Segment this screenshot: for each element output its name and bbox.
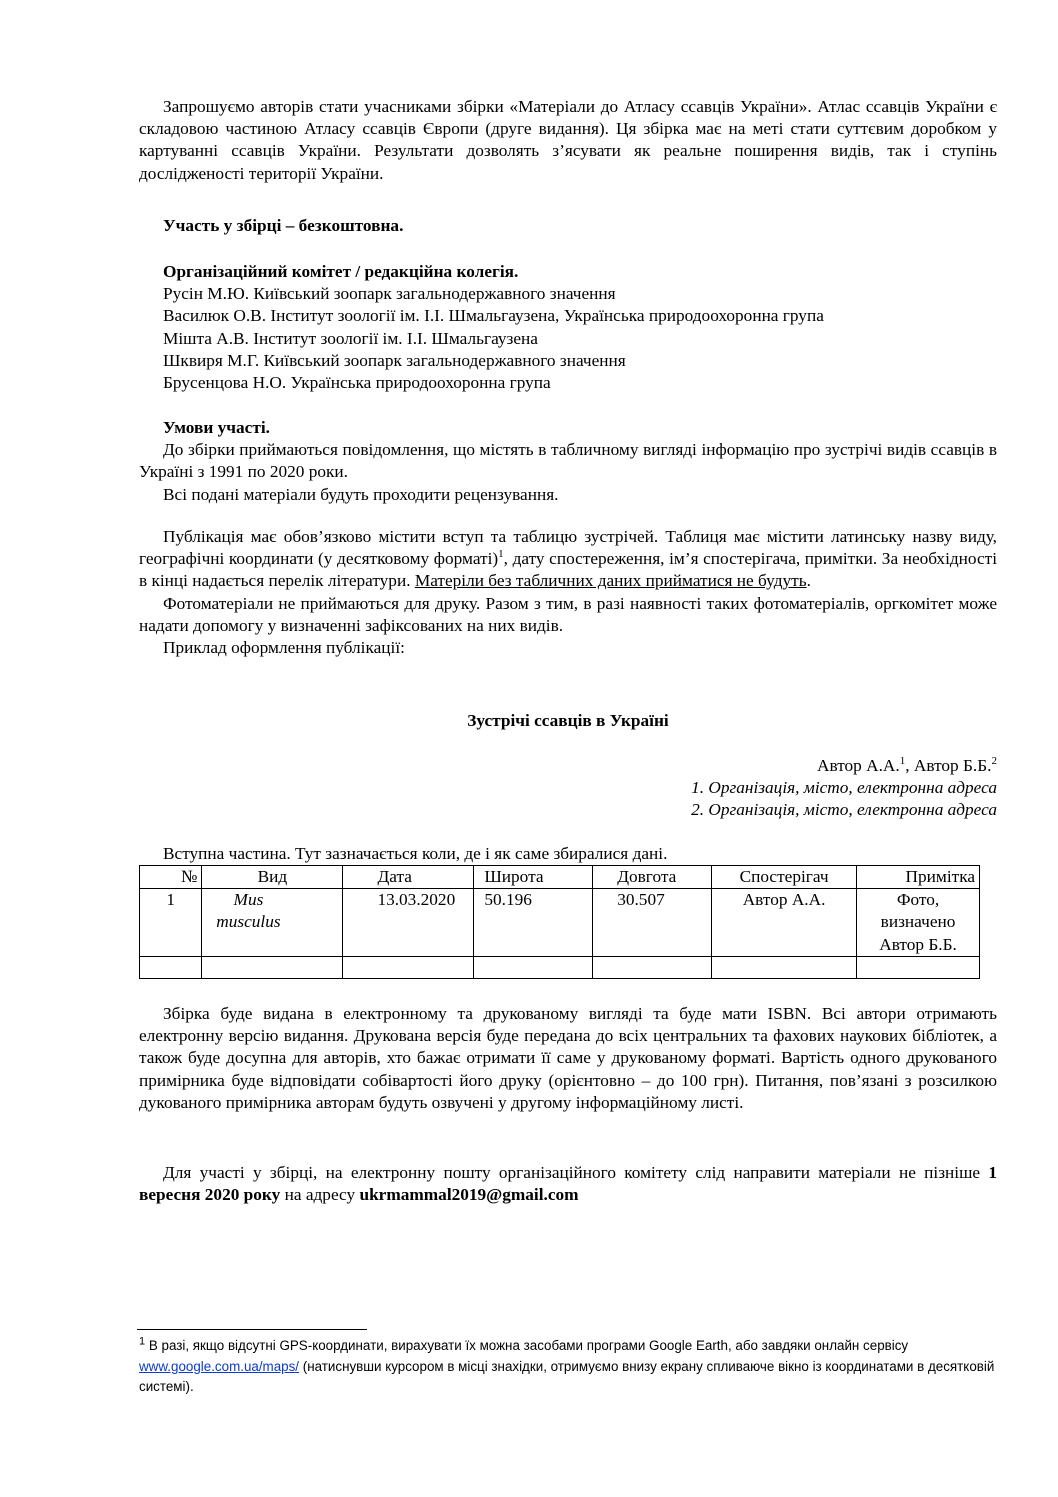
example-intro xyxy=(139,843,997,865)
footnote-ref[interactable]: 1 xyxy=(498,548,504,561)
conditions-heading: Умови участі. xyxy=(163,418,270,437)
cell-empty xyxy=(857,956,980,978)
example-title: Зустрічі ссавців в Україні xyxy=(467,711,669,730)
submission-email[interactable]: ukrmammal2019@gmail.com xyxy=(359,1185,579,1205)
conditions-section xyxy=(139,417,997,506)
header-cell-species: Вид xyxy=(202,866,343,889)
example-affiliation-1: 1. Організація, місто, електронна адреса xyxy=(691,778,997,798)
table-header-row xyxy=(140,866,980,889)
committee-member: Русін М.Ю. Київський зоопарк загальнодержавного значення xyxy=(163,284,616,304)
cell-note: Фото, визначено Автор Б.Б. xyxy=(857,889,980,957)
cell-species: Mus musculus xyxy=(202,889,343,957)
cell-empty xyxy=(712,956,857,978)
committee-member: Василюк О.В. Інститут зоології ім. І.І. Шмальгаузена, Українська природоохоронна група xyxy=(163,306,824,326)
header-cell-date: Дата xyxy=(343,866,474,889)
cell-longitude: 30.507 xyxy=(593,889,712,957)
header-cell-latitude: Широта xyxy=(474,866,593,889)
photo-materials-paragraph: Фотоматеріали не приймаються для друку. Разом з тим, в разі наявності таких фотоматеріалів, оргкомітет може надати допомогу у визначенні зафіксованих на них видів. xyxy=(139,593,997,635)
free-participation-note: Участь у збірці – безкоштовна. xyxy=(163,216,404,235)
committee-member: Брусенцова Н.О. Українська природоохоронна група xyxy=(163,373,551,393)
cell-empty xyxy=(474,956,593,978)
submission-paragraph: Для участі у збірці, на електронну пошту організаційного комітету слід направити матеріали не пізніше 1 вересня 2020 року на адресу ukrmammal2019@gmail.com xyxy=(139,1163,997,1205)
free-participation-section xyxy=(139,215,997,237)
footnote-separator xyxy=(137,1329,367,1330)
example-authors xyxy=(139,755,997,822)
observations-table xyxy=(139,865,980,979)
cell-empty xyxy=(593,956,712,978)
cell-observer: Автор А.А. xyxy=(712,889,857,957)
example-affiliation-2: 2. Організація, місто, електронна адреса xyxy=(691,800,997,820)
cell-empty xyxy=(140,956,202,978)
intro-section xyxy=(139,96,997,185)
cell-number: 1 xyxy=(140,889,202,957)
no-table-warning: Матеріли без табличних даних прийматися не будуть xyxy=(414,571,807,591)
header-cell-number: № xyxy=(140,866,202,889)
edition-paragraph: Збірка буде видана в електронному та друкованому вигляді та буде мати ISBN. Всі автори отримають електронну версію видання. Друкована версія буде передана до всіх центральних та фахових наукових бібліотек, а також буде досупна для авторів, хто бажає отримати її саме у друкованому форматі. Вартість одного друкованого примірника буде відповідати собівартості його друку (орієнтовно – до 100 грн). Питання, пов’язані з розсилкою дукованого примірника авторам будуть озвучені у другому інформаційному листі. xyxy=(139,1004,997,1112)
committee-member: Шквиря М.Г. Київський зоопарк загальнодержавного значення xyxy=(163,350,626,370)
table-row xyxy=(140,956,980,978)
example-author-line: Автор А.А.$^1$, Автор Б.Б.$^2$ xyxy=(816,755,997,775)
example-publication xyxy=(139,710,997,732)
header-cell-observer: Спостерігач xyxy=(712,866,857,889)
committee-section xyxy=(139,261,997,394)
review-note: Всі подані матеріали будуть проходити рецензування. xyxy=(163,484,559,504)
footnote-mark: 1 xyxy=(139,1335,146,1348)
header-cell-longitude: Довгота xyxy=(593,866,712,889)
cell-date: 13.03.2020 xyxy=(343,889,474,957)
table-row xyxy=(140,889,980,957)
deadline: 1 вересня 2020 року xyxy=(139,1163,997,1205)
example-intro-text: Вступна частина. Тут зазначається коли, де і як саме збиралися дані. xyxy=(163,844,668,863)
submission-section xyxy=(139,1162,997,1206)
intro-paragraph: Запрошуємо авторів стати учасниками збірки «Матеріали до Атласу ссавців України». Атлас ссавців України є складовою частиною Атласу ссавців Європи (друге видання). Ця збірка має на меті стати суттєвим доробком у картуванні ссавців України. Результати дозволять з’ясувати як реальне поширення видів, так і ступінь дослідженості території України. xyxy=(139,97,997,183)
cell-latitude: 50.196 xyxy=(474,889,593,957)
header-cell-note: Примітка xyxy=(857,866,980,889)
google-maps-link[interactable]: www.google.com.ua/maps/ xyxy=(139,1358,300,1374)
committee-heading: Організаційний комітет / редакційна колегія. xyxy=(163,262,519,281)
footnote: $^1$ В разі, якщо відсутні GPS-координати, вирахувати їх можна засобами програми Google Earth, або завдяки онлайн сервісу www.google.com.ua/maps/ (натиснувши курсором в місці знахідки, отримуємо внизу екрану спливаюче вікно із координатами в десятковій системі). xyxy=(139,1335,995,1394)
cell-empty xyxy=(343,956,474,978)
cell-empty xyxy=(202,956,343,978)
edition-section xyxy=(139,1003,997,1114)
publication-requirements-section xyxy=(139,526,997,659)
conditions-paragraph: До збірки приймаються повідомлення, що містять в табличному вигляді інформацію про зустрічі видів ссавців в Україні з 1991 по 2020 роки. xyxy=(139,440,997,482)
publication-requirements-paragraph: Публікація має обов’язково містити вступ та таблицю зустрічей. Таблиця має містити латинську назву виду, географічні координати (у десятковому форматі)$^1$, дату спостереження, ім’я спостерігача, примітки. За необхідності в кінці надається перелік літератури. Матеріли без табличних даних прийматися не будуть. xyxy=(139,527,997,591)
committee-member: Мішта А.В. Інститут зоології ім. І.І. Шмальгаузена xyxy=(163,328,538,348)
example-label: Приклад оформлення публікації: xyxy=(163,638,405,658)
